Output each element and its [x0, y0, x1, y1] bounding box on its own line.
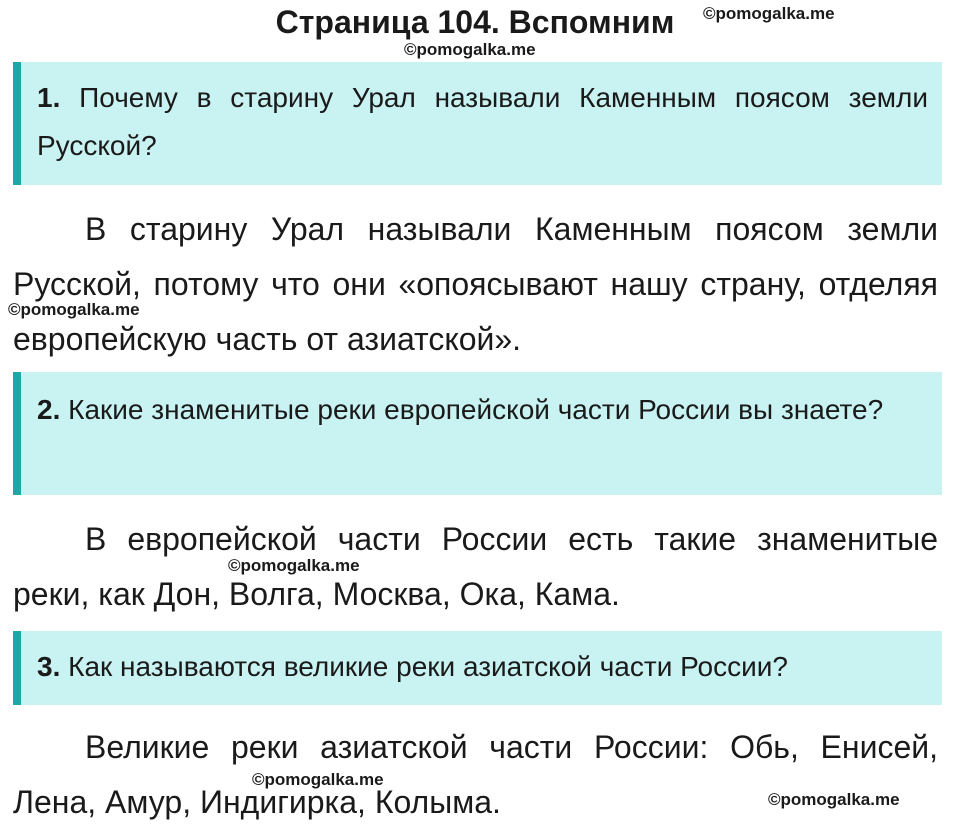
answer-text-3: Великие реки азиатской части России: Обь, Енисей, Лена, Амур, Индигирка, Колыма.	[13, 729, 938, 820]
question-box-3	[13, 631, 942, 705]
question-number: 3.	[37, 651, 61, 682]
question-text: Как называются великие реки азиатской части России?	[68, 651, 788, 682]
page-title: Страница 104. Вспомним	[275, 4, 675, 40]
question-text: Почему в старину Урал называли Каменным поясом земли Русской?	[37, 82, 928, 161]
question-box-1	[13, 62, 942, 185]
watermark: ©pomogalka.me	[404, 40, 536, 59]
watermark: ©pomogalka.me	[228, 556, 360, 575]
question-text: Какие знаменитые реки европейской части России вы знаете?	[68, 394, 884, 425]
watermark: ©pomogalka.me	[252, 770, 384, 789]
question-number: 1.	[37, 82, 61, 113]
watermark: ©pomogalka.me	[768, 790, 900, 809]
question-box-2	[13, 372, 942, 495]
answer-text-2: В европейской части России есть такие знаменитые реки, как Дон, Волга, Москва, Ока, Кама.	[13, 521, 938, 612]
watermark: ©pomogalka.me	[8, 300, 140, 319]
watermark: ©pomogalka.me	[703, 4, 835, 23]
question-number: 2.	[37, 394, 61, 425]
answer-text-1: В старину Урал называли Каменным поясом земли Русской, потому что они «опоясывают нашу страну, отделяя европейскую часть от азиатской».	[13, 211, 938, 357]
